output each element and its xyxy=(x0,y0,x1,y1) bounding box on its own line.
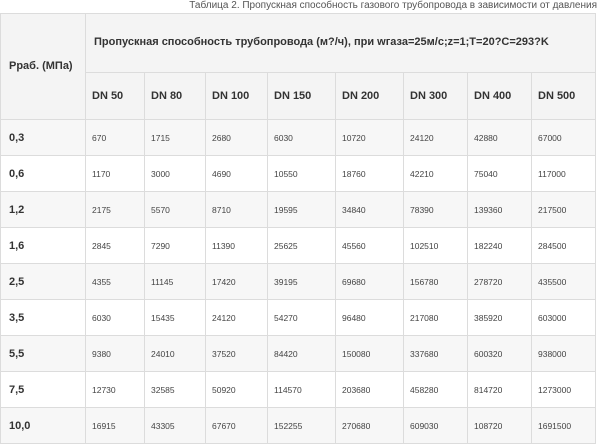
value-cell: 67000 xyxy=(532,120,596,156)
table-row xyxy=(1,156,596,192)
pressure-cell: 0,6 xyxy=(1,156,86,192)
value-cell: 11145 xyxy=(145,264,206,300)
header-row xyxy=(1,14,596,73)
pressure-cell: 3,5 xyxy=(1,300,86,336)
value-cell: 4690 xyxy=(206,156,268,192)
pressure-cell: 0,3 xyxy=(1,120,86,156)
value-cell: 284500 xyxy=(532,228,596,264)
value-cell: 203680 xyxy=(336,372,404,408)
value-cell: 25625 xyxy=(268,228,336,264)
table-row xyxy=(1,228,596,264)
value-cell: 3000 xyxy=(145,156,206,192)
value-cell: 78390 xyxy=(404,192,468,228)
value-cell: 1170 xyxy=(86,156,145,192)
dn-header-cell: DN 80 xyxy=(145,73,206,120)
value-cell: 10550 xyxy=(268,156,336,192)
value-cell: 182240 xyxy=(468,228,532,264)
value-cell: 217500 xyxy=(532,192,596,228)
value-cell: 1715 xyxy=(145,120,206,156)
value-cell: 278720 xyxy=(468,264,532,300)
value-cell: 6030 xyxy=(86,300,145,336)
value-cell: 54270 xyxy=(268,300,336,336)
value-cell: 34840 xyxy=(336,192,404,228)
value-cell: 385920 xyxy=(468,300,532,336)
table-row xyxy=(1,120,596,156)
value-cell: 1273000 xyxy=(532,372,596,408)
value-cell: 37520 xyxy=(206,336,268,372)
value-cell: 15435 xyxy=(145,300,206,336)
dn-header-row xyxy=(1,73,596,120)
value-cell: 24120 xyxy=(206,300,268,336)
value-cell: 117000 xyxy=(532,156,596,192)
value-cell: 10720 xyxy=(336,120,404,156)
value-cell: 45560 xyxy=(336,228,404,264)
dn-header-cell: DN 200 xyxy=(336,73,404,120)
pressure-cell: 2,5 xyxy=(1,264,86,300)
table-row xyxy=(1,300,596,336)
value-cell: 152255 xyxy=(268,408,336,444)
value-cell: 12730 xyxy=(86,372,145,408)
value-cell: 67670 xyxy=(206,408,268,444)
value-cell: 50920 xyxy=(206,372,268,408)
value-cell: 600320 xyxy=(468,336,532,372)
value-cell: 43305 xyxy=(145,408,206,444)
value-cell: 609030 xyxy=(404,408,468,444)
value-cell: 139360 xyxy=(468,192,532,228)
pressure-cell: 7,5 xyxy=(1,372,86,408)
pressure-cell: 5,5 xyxy=(1,336,86,372)
value-cell: 8710 xyxy=(206,192,268,228)
value-cell: 337680 xyxy=(404,336,468,372)
value-cell: 18760 xyxy=(336,156,404,192)
throughput-header: Пропускная способность трубопровода (м?/ч), при wгаза=25м/с;z=1;T=20?C=293?K xyxy=(86,14,596,73)
table-row xyxy=(1,192,596,228)
pressure-cell: 1,6 xyxy=(1,228,86,264)
value-cell: 39195 xyxy=(268,264,336,300)
table-row xyxy=(1,264,596,300)
value-cell: 938000 xyxy=(532,336,596,372)
table-row xyxy=(1,408,596,444)
value-cell: 69680 xyxy=(336,264,404,300)
table-row xyxy=(1,372,596,408)
table-caption: Таблица 2. Пропускная способность газового трубопровода в зависимости от давления xyxy=(189,0,597,11)
value-cell: 2845 xyxy=(86,228,145,264)
dn-header-cell: DN 500 xyxy=(532,73,596,120)
value-cell: 102510 xyxy=(404,228,468,264)
value-cell: 156780 xyxy=(404,264,468,300)
dn-header-cell: DN 50 xyxy=(86,73,145,120)
value-cell: 42880 xyxy=(468,120,532,156)
table-row xyxy=(1,336,596,372)
value-cell: 11390 xyxy=(206,228,268,264)
value-cell: 9380 xyxy=(86,336,145,372)
pressure-cell: 10,0 xyxy=(1,408,86,444)
value-cell: 19595 xyxy=(268,192,336,228)
value-cell: 7290 xyxy=(145,228,206,264)
value-cell: 435500 xyxy=(532,264,596,300)
value-cell: 5570 xyxy=(145,192,206,228)
value-cell: 2175 xyxy=(86,192,145,228)
value-cell: 150080 xyxy=(336,336,404,372)
value-cell: 217080 xyxy=(404,300,468,336)
pressure-header: Рраб. (МПа) xyxy=(1,14,86,120)
value-cell: 16915 xyxy=(86,408,145,444)
value-cell: 108720 xyxy=(468,408,532,444)
value-cell: 42210 xyxy=(404,156,468,192)
value-cell: 670 xyxy=(86,120,145,156)
pressure-cell: 1,2 xyxy=(1,192,86,228)
value-cell: 84420 xyxy=(268,336,336,372)
value-cell: 17420 xyxy=(206,264,268,300)
value-cell: 24120 xyxy=(404,120,468,156)
dn-header-cell: DN 100 xyxy=(206,73,268,120)
value-cell: 814720 xyxy=(468,372,532,408)
value-cell: 75040 xyxy=(468,156,532,192)
value-cell: 1691500 xyxy=(532,408,596,444)
value-cell: 4355 xyxy=(86,264,145,300)
value-cell: 458280 xyxy=(404,372,468,408)
value-cell: 24010 xyxy=(145,336,206,372)
value-cell: 2680 xyxy=(206,120,268,156)
dn-header-cell: DN 300 xyxy=(404,73,468,120)
dn-header-cell: DN 400 xyxy=(468,73,532,120)
value-cell: 114570 xyxy=(268,372,336,408)
throughput-table xyxy=(0,13,596,444)
value-cell: 32585 xyxy=(145,372,206,408)
value-cell: 6030 xyxy=(268,120,336,156)
value-cell: 270680 xyxy=(336,408,404,444)
value-cell: 603000 xyxy=(532,300,596,336)
dn-header-cell: DN 150 xyxy=(268,73,336,120)
value-cell: 96480 xyxy=(336,300,404,336)
